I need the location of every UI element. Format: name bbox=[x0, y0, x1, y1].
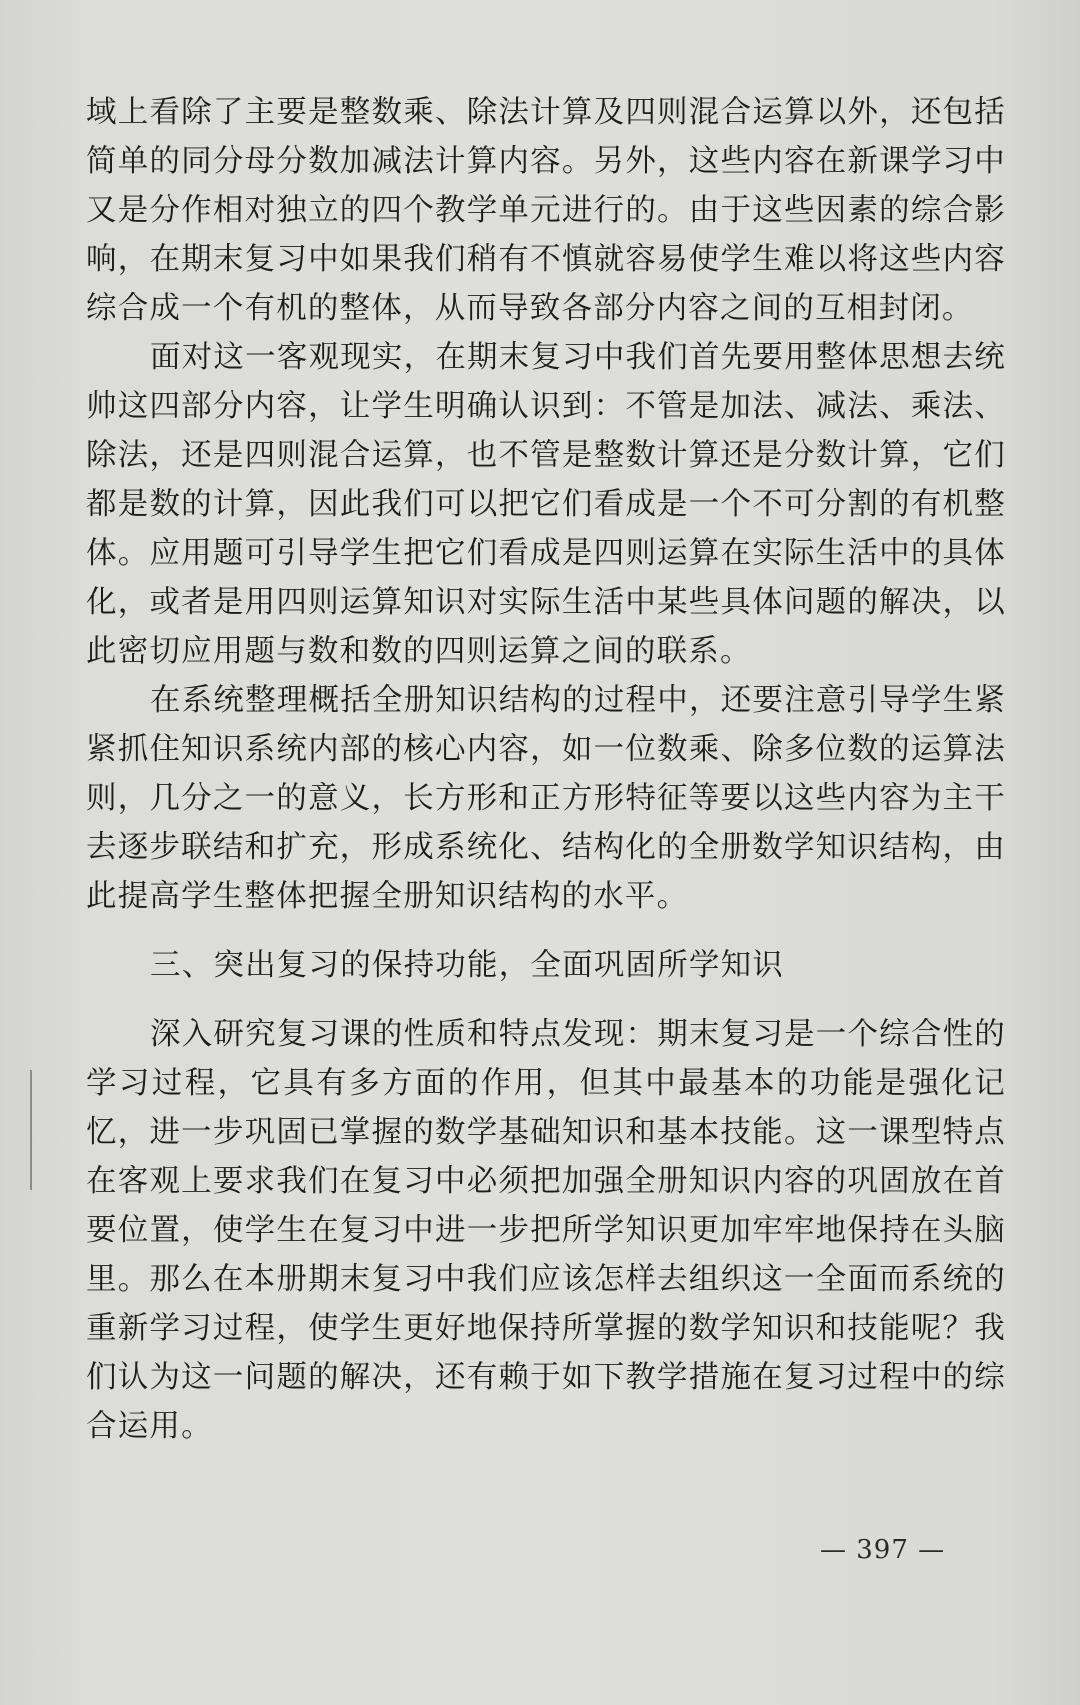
margin-mark bbox=[30, 1070, 32, 1190]
paragraph-4: 深入研究复习课的性质和特点发现：期末复习是一个综合性的学习过程，它具有多方面的作用，但其中最基本的功能是强化记忆，进一步巩固已掌握的数学基础知识和基本技能。这一课型特点在客观上要求我们在复习中必须把加强全册知识内容的巩固放在首要位置，使学生在复习中进一步把所学知识更加牢牢地保持在头脑里。那么在本册期末复习中我们应该怎样去组织这一全面而系统的重新学习过程，使学生更好地保持所掌握的数学知识和技能呢？我们认为这一问题的解决，还有赖于如下教学措施在复习过程中的综合运用。 bbox=[86, 1017, 1006, 1444]
paragraph-1: 域上看除了主要是整数乘、除法计算及四则混合运算以外，还包括简单的同分母分数加减法计算内容。另外，这些内容在新课学习中又是分作相对独立的四个教学单元进行的。由于这些因素的综合影响，在期末复习中如果我们稍有不慎就容易使学生难以将这些内容综合成一个有机的整体，从而导致各部分内容之间的互相封闭。 bbox=[86, 95, 1006, 326]
paragraph-2: 面对这一客观现实，在期末复习中我们首先要用整体思想去统帅这四部分内容，让学生明确认识到：不管是加法、减法、乘法、除法，还是四则混合运算，也不管是整数计算还是分数计算，它们都是数的计算，因此我们可以把它们看成是一个不可分割的有机整体。应用题可引导学生把它们看成是四则运算在实际生活中的具体化，或者是用四则运算知识对实际生活中某些具体问题的解决，以此密切应用题与数和数的四则运算之间的联系。 bbox=[86, 340, 1006, 669]
body-text bbox=[86, 88, 1006, 1451]
paragraph-3: 在系统整理概括全册知识结构的过程中，还要注意引导学生紧紧抓住知识系统内部的核心内容，如一位数乘、除多位数的运算法则，几分之一的意义，长方形和正方形特征等要以这些内容为主干去逐步联结和扩充，形成系统化、结构化的全册数学知识结构，由此提高学生整体把握全册知识结构的水平。 bbox=[86, 683, 1006, 914]
section-heading: 三、突出复习的保持功能，全面巩固所学知识 bbox=[150, 948, 784, 983]
page-number: — 397 — bbox=[820, 1535, 946, 1565]
